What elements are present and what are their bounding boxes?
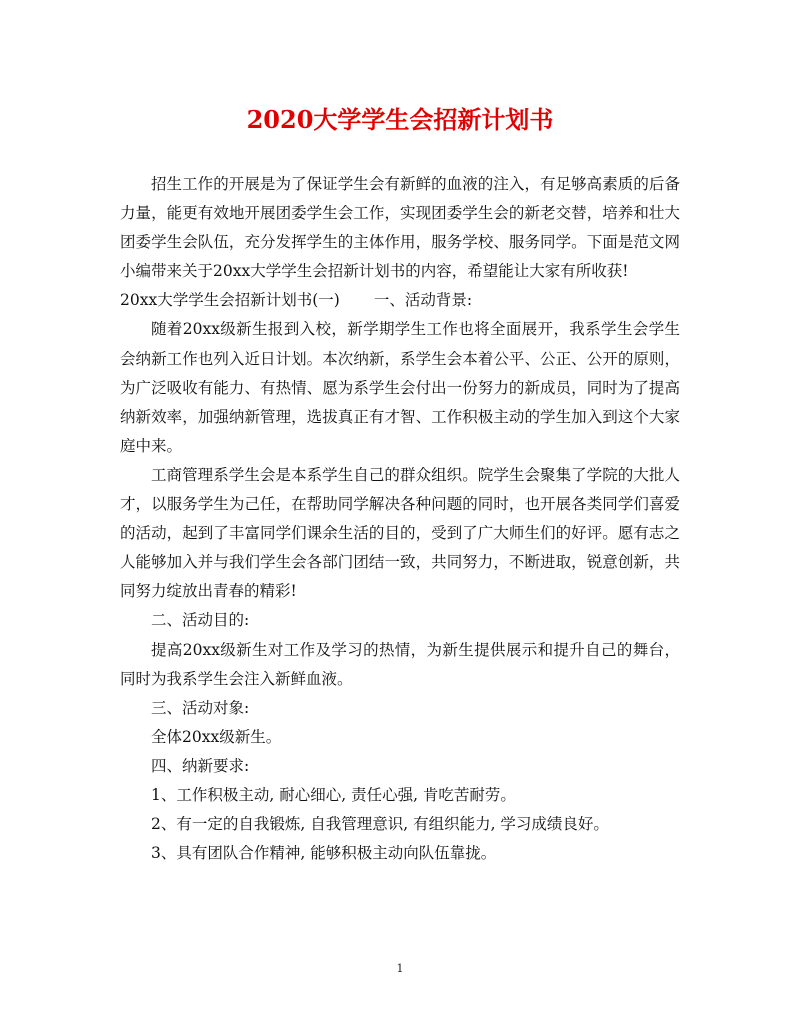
section2-heading: 二、活动目的: xyxy=(151,611,250,630)
section4-heading: 四、纳新要求: xyxy=(151,756,250,775)
requirement-item: 3、具有团队合作精神, 能够积极主动向队伍靠拢。 xyxy=(151,844,497,863)
requirement-item: 2、有一定的自我锻炼, 自我管理意识, 有组织能力, 学习成绩良好。 xyxy=(151,815,609,834)
background-paragraph-2: 工商管理系学生会是本系学生自己的群众组织。院学生会聚集了学院的大批人才，以服务学生为己任，在帮助同学解决各种问题的同时，也开展各类同学们喜爱的活动，起到了丰富同学们课余生活的目的，受到了广大师生们的好评。愿有志之人能够加入并与我们学生会各部门团结一致，共同努力，不断进取，锐意创新，共同努力绽放出青春的精彩! xyxy=(120,465,680,601)
subtitle-line xyxy=(120,286,680,315)
section1-heading: 一、活动背景: xyxy=(373,291,473,310)
intro-paragraph: 招生工作的开展是为了保证学生会有新鲜的血液的注入，有足够高素质的后备力量，能更有效地开展团委学生会工作，实现团委学生会的新老交替，培养和壮大团委学生会队伍，充分发挥学生的主体作用，服务学校、服务同学。下面是范文网小编带来关于20xx大学学生会招新计划书的内容，希望能让大家有所收获! xyxy=(120,175,680,281)
plan-subtitle: 20xx大学学生会招新计划书(一) xyxy=(120,291,340,310)
background-paragraph-1: 随着20xx级新生报到入校，新学期学生工作也将全面展开，我系学生会学生会纳新工作也列入近日计划。本次纳新，系学生会本着公平、公正、公开的原则，为广泛吸收有能力、有热情、愿为系学生会付出一份努力的新成员，同时为了提高纳新效率，加强纳新管理，选拔真正有才智、工作积极主动的学生加入到这个大家庭中来。 xyxy=(120,320,680,455)
section3-heading: 三、活动对象: xyxy=(151,698,250,717)
purpose-paragraph: 提高20xx级新生对工作及学习的热情，为新生提供展示和提升自己的舞台，同时为我系学生会注入新鲜血液。 xyxy=(120,640,680,688)
document-body xyxy=(120,170,680,868)
document-title: 2020大学学生会招新计划书 xyxy=(246,105,554,134)
page-number: 1 xyxy=(396,962,404,975)
requirement-item: 1、工作积极主动, 耐心细心, 责任心强, 肯吃苦耐劳。 xyxy=(151,785,516,804)
target-paragraph: 全体20xx级新生。 xyxy=(151,727,282,746)
